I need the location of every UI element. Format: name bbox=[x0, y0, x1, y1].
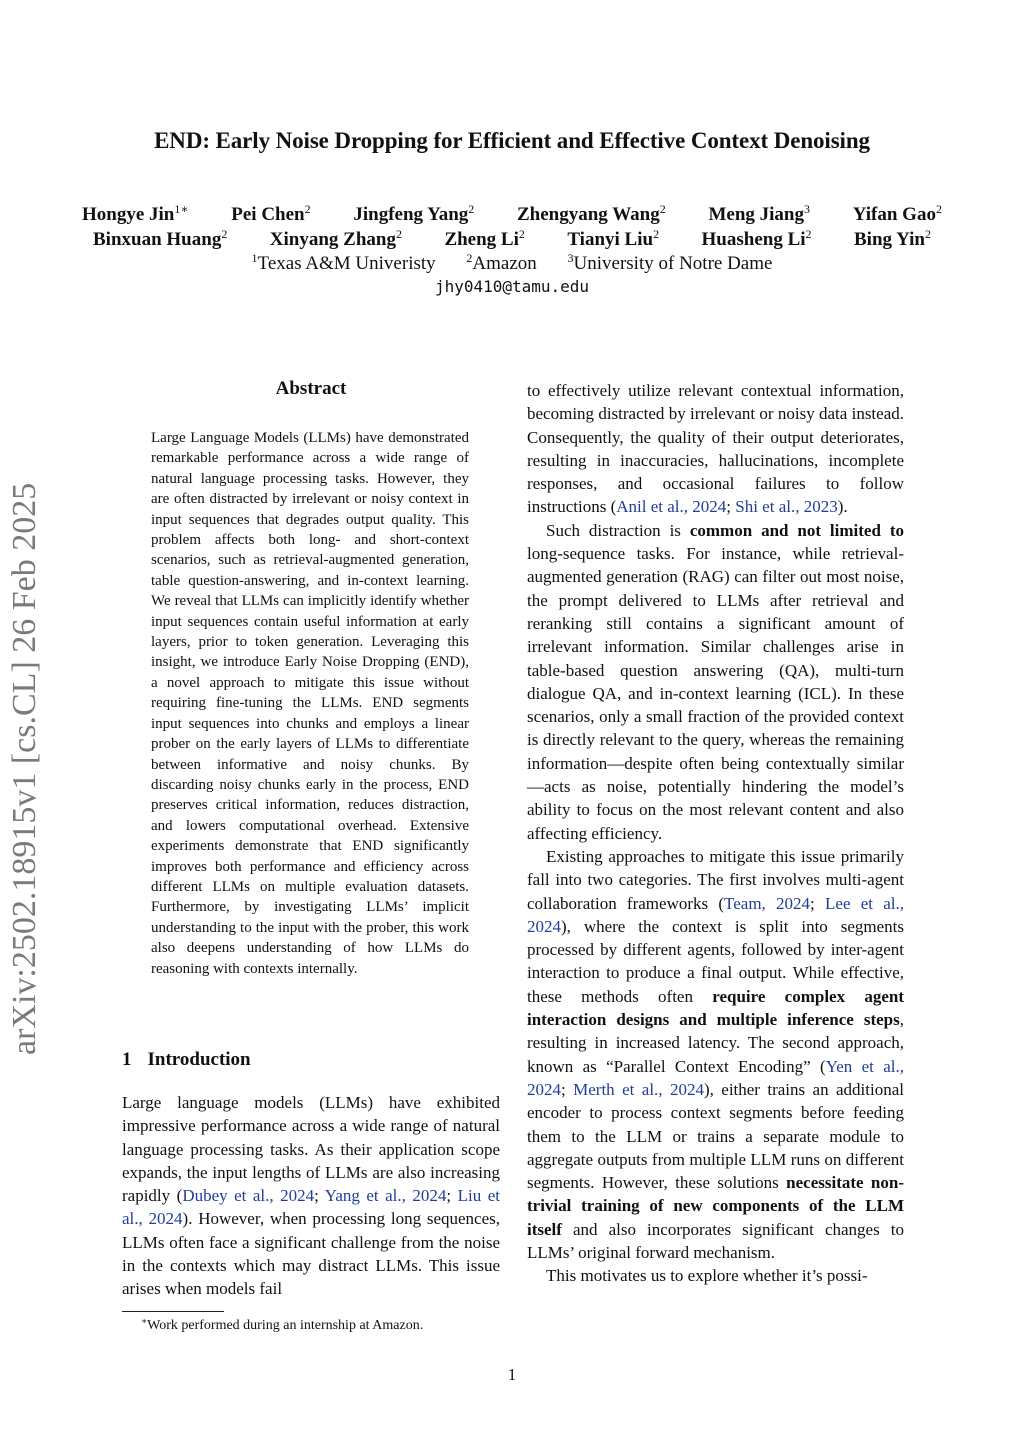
section-number: 1 bbox=[122, 1049, 132, 1070]
citation-link[interactable]: Liu et al., 2024 bbox=[122, 1186, 500, 1229]
author-list-row-2 bbox=[93, 227, 931, 251]
paragraph: This motivates us to explore whether it’s possi- bbox=[546, 1266, 868, 1286]
paper-title: END: Early Noise Dropping for Efficient and Effective Context Denoising bbox=[154, 128, 870, 153]
citation-link[interactable]: Yang et al., 2024 bbox=[324, 1186, 447, 1206]
author-list-row-1 bbox=[82, 202, 942, 226]
affiliations bbox=[0, 251, 1024, 275]
author: Yifan Gao$^2$ bbox=[852, 202, 942, 225]
author: Hongye Jin$^{1∗}$ bbox=[82, 202, 189, 225]
author: Jingfeng Yang$^2$ bbox=[353, 202, 475, 225]
citation-link[interactable]: Dubey et al., 2024 bbox=[182, 1186, 315, 1206]
author: Bing Yin$^2$ bbox=[854, 227, 931, 250]
abstract-heading: Abstract bbox=[275, 378, 347, 399]
affiliation: $^2$Amazon bbox=[466, 251, 537, 274]
citation-link[interactable]: Shi et al., 2023 bbox=[735, 497, 838, 517]
citation-link[interactable]: Lee et al., 2024 bbox=[527, 893, 905, 936]
right-column-text bbox=[527, 379, 904, 1288]
paragraph: Existing approaches to mitigate this issue primarily fall into two categories. The first involves multi-agent collaboration frameworks (Team, 2024; Lee et al., 2024), where the context is split into segments processed by different agents, followed by inter-agent interaction to produce a final output. While effective, these methods often require complex agent interaction designs and multiple inference steps, resulting in increased latency. The second approach, known as “Parallel Context Encoding” (Yen et al., 2024; Merth et al., 2024), either trains an additional encoder to process context segments before feeding them to the LLM or trains a separate module to aggregate outputs from multiple LLM runs on different segments. However, these solutions necessitate non-trivial training of new components of the LLM itself and also incorporates significant changes to LLMs’ original forward mechanism. bbox=[527, 846, 905, 1262]
paragraph: to effectively utilize relevant contextual information, becoming distracted by irrelevant or noisy data instead. Consequently, the quality of their output deteriorates, resulting in inaccuracies, hallucinations, incomplete responses, and occasional failures to follow instructions (Anil et al., 2024; Shi et al., 2023). bbox=[527, 381, 904, 517]
contact-email[interactable]: jhy0410@tamu.edu bbox=[434, 277, 590, 296]
arxiv-identifier[interactable]: arXiv:2502.18915v1 [cs.CL] 26 Feb 2025 bbox=[6, 482, 43, 1055]
author: Huasheng Li$^2$ bbox=[701, 227, 812, 250]
author: Tianyi Liu$^2$ bbox=[567, 227, 660, 250]
abstract-text: Large Language Models (LLMs) have demonstrated remarkable performance across a wide range of natural language processing tasks. However, they are often distracted by irrelevant or noisy context in input sequences that degrades output quality. This problem affects both long- and short-context scenarios, such as retrieval-augmented generation, table question-answering, and in-context learning. We reveal that LLMs can implicitly identify whether input sequences contain useful information at early layers, prior to token generation. Leveraging this insight, we introduce Early Noise Dropping (END), a novel approach to mitigate this issue without requiring fine-tuning the LLMs. END segments input sequences into chunks and employs a linear prober on the early layers of LLMs to differentiate between informative and noisy chunks. By discarding noisy chunks early in the process, END preserves critical information, reduces distraction, and lowers computational overhead. Extensive experiments demonstrate that END significantly improves both performance and efficiency across different LLMs on multiple evaluation datasets. Furthermore, by investigating LLMs’ implicit understanding to the input with the prober, this work also deepens understanding of how LLMs do reasoning with contexts internally. bbox=[151, 430, 469, 977]
affiliation: $^3$University of Notre Dame bbox=[567, 251, 773, 274]
citation-link[interactable]: Team, 2024 bbox=[724, 893, 811, 913]
citation-link[interactable]: Anil et al., 2024 bbox=[616, 497, 727, 517]
footnote: ∗Work performed during an internship at Amazon. bbox=[141, 1316, 424, 1333]
author: Xinyang Zhang$^2$ bbox=[269, 227, 402, 250]
page-number: 1 bbox=[507, 1365, 517, 1384]
author: Meng Jiang$^3$ bbox=[708, 202, 810, 225]
paragraph: Such distraction is common and not limited to long-sequence tasks. For instance, while retrieval-augmented generation (RAG) can filter out most noise, the prompt delivered to LLMs after retrieval and reranking still contains a significant amount of irrelevant information. Similar challenges arise in table-based question answering (QA), multi-turn dialogue QA, and in-context learning (ICL). In these scenarios, only a small fraction of the provided context is directly relevant to the query, whereas the remaining information—despite often being contextually similar—acts as noise, potentially hindering the model’s ability to focus on the most relevant content and also affecting efficiency. bbox=[527, 520, 904, 843]
author: Binxuan Huang$^2$ bbox=[93, 227, 228, 250]
section-title: Introduction bbox=[147, 1049, 251, 1070]
citation-link[interactable]: Merth et al., 2024 bbox=[573, 1079, 704, 1099]
section-heading-introduction bbox=[122, 1049, 251, 1071]
author: Zheng Li$^2$ bbox=[444, 227, 525, 250]
affiliation: $^1$Texas A&M Univeristy bbox=[251, 251, 436, 274]
introduction-paragraph: Large language models (LLMs) have exhibited impressive performance across a wide range of natural language processing tasks. As their application scope expands, the input lengths of LLMs are also increasing rapidly (Dubey et al., 2024; Yang et al., 2024; Liu et al., 2024). However, when processing long sequences, LLMs often face a significant challenge from the noise in the contexts which may distract LLMs. This issue arises when models fail bbox=[122, 1093, 500, 1299]
citation-link[interactable]: Yen et al., 2024 bbox=[527, 1056, 904, 1099]
footnote-divider bbox=[122, 1311, 224, 1312]
author: Zhengyang Wang$^2$ bbox=[517, 202, 666, 225]
author: Pei Chen$^2$ bbox=[231, 202, 311, 225]
